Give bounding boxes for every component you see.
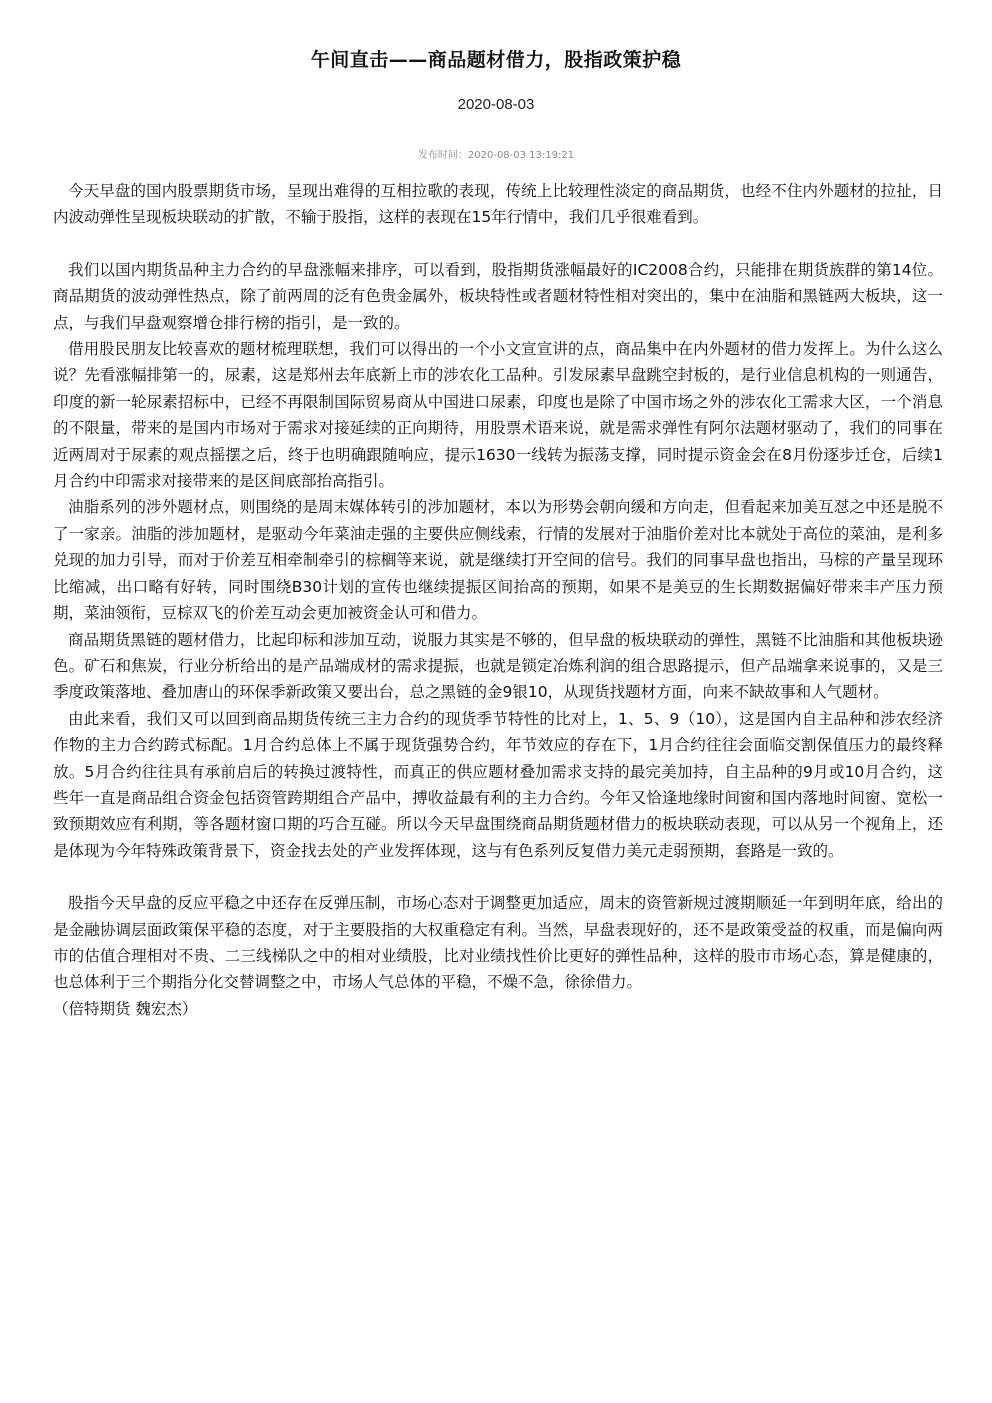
paragraph: 我们以国内期货品种主力合约的早盘涨幅来排序，可以看到，股指期货涨幅最好的IC2008合约，只能排在期货族群的第14位。商品期货的波动弹性热点，除了前两周的泛有色贵金属外，板块特性或者题材特性相对突出的，集中在油脂和黑链两大板块，这一点，与我们早盘观察增仓排行榜的指引，是一致的。 — [53, 260, 943, 332]
paragraph: 商品期货黑链的题材借力，比起印标和涉加互动，说服力其实是不够的，但早盘的板块联动的弹性，黑链不比油脂和其他板块逊色。矿石和焦炭，行业分析给出的是产品端成材的需求提振，也就是锁定冶炼利润的组合思路提示，但产品端拿来说事的，又是三季度政策落地、叠加唐山的环保季新政策又要出台，总之黑链的金9银10，从现货找题材方面，向来不缺故事和人气题材。 — [53, 630, 943, 702]
article-date: 2020-08-03 — [457, 96, 535, 113]
article-body — [53, 178, 943, 1022]
paragraph: 油脂系列的涉外题材点，则围绕的是周末媒体转引的涉加题材，本以为形势会朝向缓和方向走，但看起来加美互怼之中还是脱不了一家亲。油脂的涉加题材，是驱动今年菜油走强的主要供应侧线索，行情的发展对于油脂价差对比本就处于高位的菜油，是利多兑现的加力引导，而对于价差互相牵制牵引的棕榈等来说，就是继续打开空间的信号。我们的同事早盘也指出，马棕的产量呈现环比缩减，出口略有好转，同时围绕B30计划的宣传也继续提振区间抬高的预期，如果不是美豆的生长期数据偏好带来丰产压力预期，菜油领衔，豆棕双飞的价差互动会更加被资金认可和借力。 — [53, 498, 943, 623]
paragraph: 今天早盘的国内股票期货市场，呈现出难得的互相拉歌的表现，传统上比较理性淡定的商品期货，也经不住内外题材的拉扯，日内波动弹性呈现板块联动的扩散，不输于股指，这样的表现在15年行情中，我们几乎很难看到。 — [53, 182, 943, 227]
author-signature: （倍特期货 魏宏杰） — [53, 999, 198, 1018]
publish-time: 发布时间：2020-08-03 13:19:21 — [417, 150, 575, 161]
article-title: 午间直击——商品题材借力，股指政策护稳 — [310, 49, 682, 71]
paragraph: 借用股民朋友比较喜欢的题材梳理联想，我们可以得出的一个小文宣宣讲的点，商品集中在内外题材的借力发挥上。为什么这么说？先看涨幅排第一的，尿素，这是郑州去年底新上市的涉农化工品种。引发尿素早盘跳空封板的，是行业信息机构的一则通告，印度的新一轮尿素招标中，已经不再限制国际贸易商从中国进口尿素，印度也是除了中国市场之外的涉农化工需求大区，一个消息的不限量，带来的是国内市场对于需求对接延续的正向期待，用股票术语来说，就是需求弹性有阿尔法题材驱动了，我们的同事在近两周对于尿素的观点摇摆之后，终于也明确跟随响应，提示1630一线转为振荡支撑，同时提示资金会在8月份逐步迁仓，后续1月合约中印需求对接带来的是区间底部抬高指引。 — [53, 340, 943, 491]
paragraph: 股指今天早盘的反应平稳之中还存在反弹压制，市场心态对于调整更加适应，周末的资管新规过渡期顺延一年到明年底，给出的是金融协调层面政策保平稳的态度，对于主要股指的大权重稳定有利。当然，早盘表现好的，还不是政策受益的权重，而是偏向两市的估值合理相对不贵、二三线梯队之中的相对业绩股，比对业绩找性价比更好的弹性品种，这样的股市市场心态，算是健康的，也总体利于三个期指分化交替调整之中，市场人气总体的平稳，不燥不急，徐徐借力。 — [53, 894, 943, 992]
paragraph: 由此来看，我们又可以回到商品期货传统三主力合约的现货季节特性的比对上，1、5、9（10），这是国内自主品种和涉农经济作物的主力合约跨式标配。1月合约总体上不属于现货强势合约，年节效应的存在下，1月合约往往会面临交割保值压力的最终释放。5月合约往往具有承前启后的转换过渡特性，而真正的供应题材叠加需求支持的最完美加持，自主品种的9月或10月合约，这些年一直是商品组合资金包括资管跨期组合产品中，搏收益最有利的主力合约。今年又恰逢地缘时间窗和国内落地时间窗、宽松一致预期效应有利期，等各题材窗口期的巧合互碰。所以今天早盘围绕商品期货题材借力的板块联动表现，可以从另一个视角上，还是体现为今年特殊政策背景下，资金找去处的产业发挥体现，这与有色系列反复借力美元走弱预期，套路是一致的。 — [53, 709, 943, 860]
